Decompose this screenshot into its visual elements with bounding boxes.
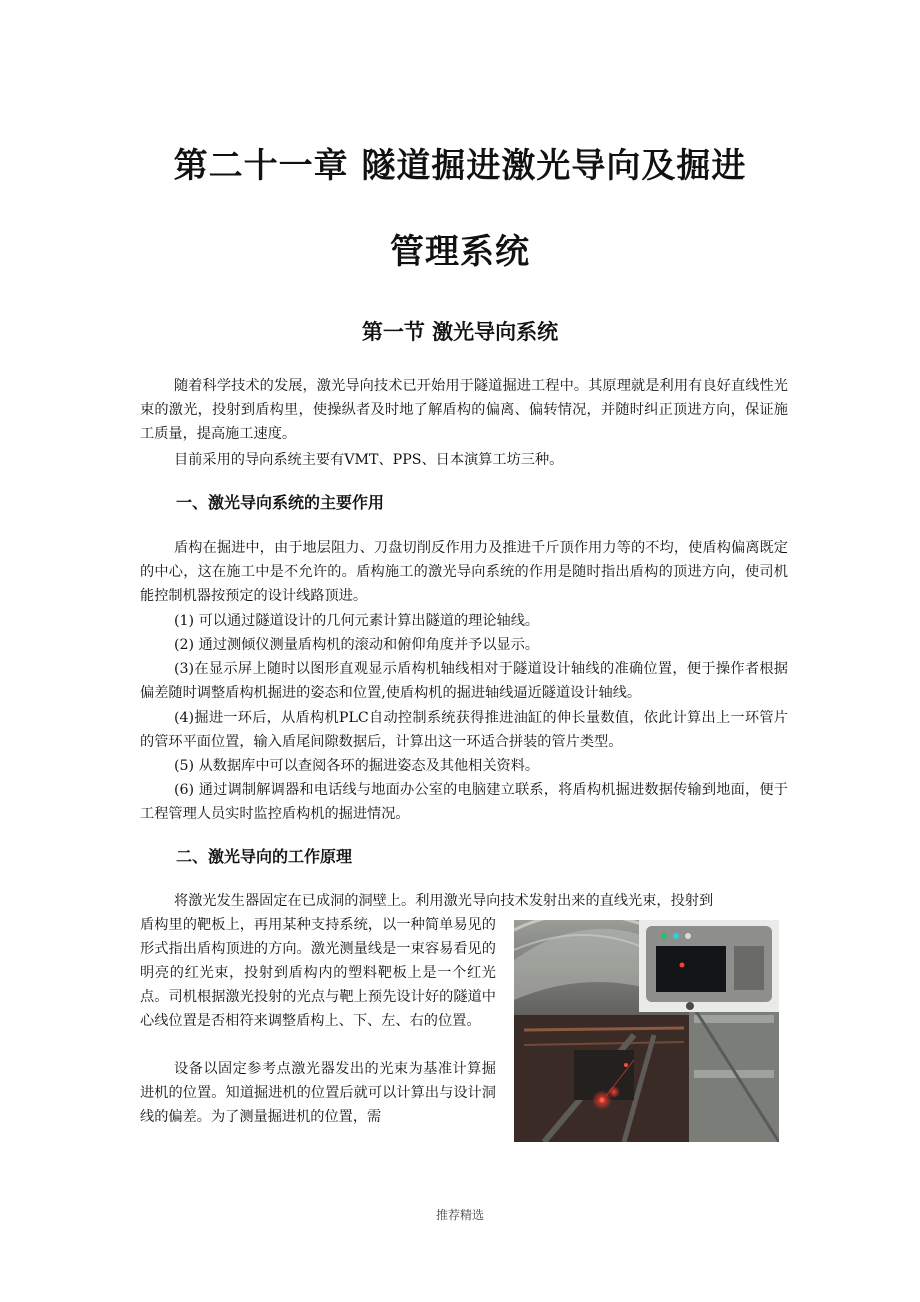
intro-paragraph-2: 目前采用的导向系统主要有VMT、PPS、日本演算工坊三种。	[174, 452, 564, 468]
principle-paragraph-2: 设备以固定参考点激光器发出的光束为基准计算掘进机的位置。知道掘进机的位置后就可以计算出与设计洞线的偏差。为了测量掘进机的位置，需	[140, 1061, 496, 1125]
principle-first-line: 将激光发生器固定在已成洞的洞壁上。利用激光导向技术发射出来的直线光束，投射到	[174, 893, 714, 909]
function-item-1: (1) 可以通过隧道设计的几何元素计算出隧道的理论轴线。	[174, 613, 540, 629]
chapter-title-line1: 第二十一章 隧道掘进激光导向及掘进	[173, 146, 747, 186]
function-item-3: (3)在显示屏上随时以图形直观显示盾构机轴线相对于隧道设计轴线的准确位置，便于操作者根据偏差随时调整盾构机掘进的姿态和位置,使盾构机的掘进轴线逼近隧道设计轴线。	[140, 661, 788, 701]
chapter-title-line2: 管理系统	[390, 232, 530, 272]
intro-paragraph-1: 随着科学技术的发展，激光导向技术已开始用于隧道掘进工程中。其原理就是利用有良好直线性光束的激光，投射到盾构里，使操纵者及时地了解盾构的偏离、偏转情况，并随时纠正顶进方向，保证施工质量，提高施工速度。	[140, 378, 788, 442]
laser-guidance-photo	[514, 920, 779, 1142]
page-footer: 推荐精选	[435, 1208, 484, 1222]
functions-intro-paragraph: 盾构在掘进中，由于地层阻力、刀盘切削反作用力及推进千斤顶作用力等的不均，使盾构偏离既定的中心，这在施工中是不允许的。盾构施工的激光导向系统的作用是随时指出盾构的顶进方向，使司机能控制机器按预定的设计线路顶进。	[140, 540, 788, 604]
section-title: 第一节 激光导向系统	[361, 320, 559, 344]
function-item-2: (2) 通过测倾仪测量盾构机的滚动和俯仰角度并予以显示。	[174, 637, 540, 653]
heading-working-principle: 二、激光导向的工作原理	[176, 847, 353, 866]
function-item-4: (4)掘进一环后，从盾构机PLC自动控制系统获得推进油缸的伸长量数值，依此计算出上一环管片的管环平面位置，输入盾尾间隙数据后，计算出这一环适合拼装的管片类型。	[140, 710, 788, 750]
function-item-6: (6) 通过调制解调器和电话线与地面办公室的电脑建立联系，将盾构机掘进数据传输到地面，便于工程管理人员实时监控盾构机的掘进情况。	[140, 782, 788, 822]
principle-paragraph-wrap: 盾构里的靶板上，再用某种支持系统，以一种简单易见的形式指出盾构顶进的方向。激光测量线是一束容易看见的明亮的红光束，投射到盾构内的塑料靶板上是一个红光点。司机根据激光投射的光点与靶上预先设计好的隧道中心线位置是否相符来调整盾构上、下、左、右的位置。	[140, 917, 496, 1029]
function-item-5: (5) 从数据库中可以查阅各环的掘进姿态及其他相关资料。	[174, 758, 540, 774]
heading-main-functions: 一、激光导向系统的主要作用	[176, 493, 385, 512]
